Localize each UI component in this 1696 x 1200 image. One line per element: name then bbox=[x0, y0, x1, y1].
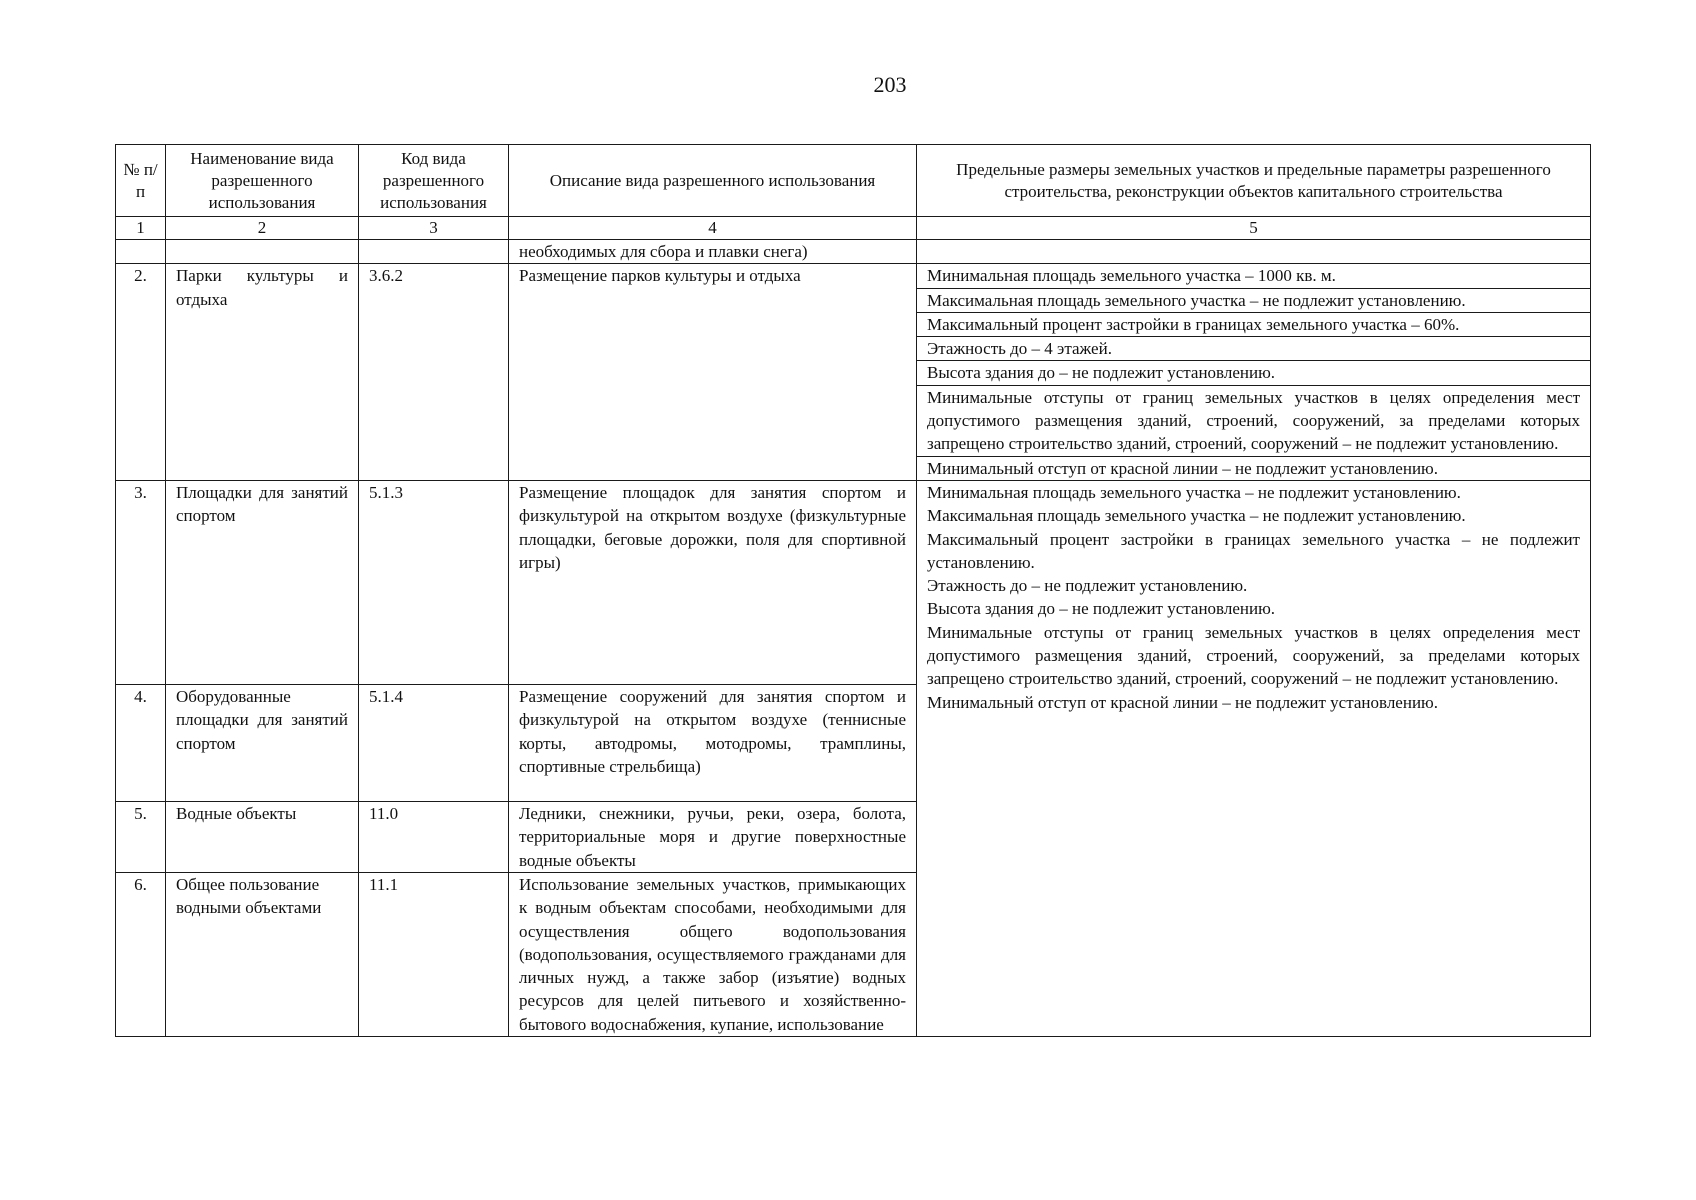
continuation-text: необходимых для сбора и плавки снега) bbox=[509, 240, 917, 264]
row-number: 4. bbox=[116, 684, 166, 801]
land-use-table bbox=[115, 144, 1591, 1037]
use-name: Парки культуры и отдыха bbox=[166, 264, 359, 481]
param-line: Высота здания до – не подлежит установлению. bbox=[927, 599, 1276, 619]
table-cell bbox=[116, 240, 166, 264]
use-description: Размещение площадок для занятия спортом и физкультурой на открытом воздухе (физкультурные площадки, беговые дорожки, поля для спортивной игры) bbox=[509, 480, 917, 684]
page-number: 203 bbox=[873, 72, 907, 97]
param-line: Минимальная площадь земельного участка – не подлежит установлению. bbox=[927, 482, 1461, 502]
param-line: Максимальная площадь земельного участка – не подлежит установлению. bbox=[927, 506, 1466, 526]
use-description: Размещение парков культуры и отдыха bbox=[509, 264, 917, 481]
row-number: 6. bbox=[116, 872, 166, 1036]
row-number: 5. bbox=[116, 801, 166, 872]
table-cell bbox=[359, 240, 509, 264]
use-code: 11.1 bbox=[359, 872, 509, 1036]
param-line: Минимальные отступы от границ земельных участков в целях определения мест допустимого размещения зданий, строений, сооружений, за пределами которых запрещено строительство зданий, строений, сооружений – не подлежит установлению. bbox=[917, 386, 1590, 457]
use-name: Водные объекты bbox=[166, 801, 359, 872]
param-line: Максимальная площадь земельного участка – не подлежит установлению. bbox=[917, 289, 1590, 313]
use-description: Использование земельных участков, примыкающих к водным объектам способами, необходимыми для осуществления общего водопользования (водопользования, осуществляемого гражданами для личных нужд, а также забор (изъятие) водных ресурсов для целей питьевого и хозяйственно-бытового водоснабжения, купание, использование bbox=[509, 872, 917, 1036]
header-code: Код вида разрешенного использования bbox=[359, 145, 509, 217]
column-number: 3 bbox=[359, 217, 509, 240]
param-line: Этажность до – не подлежит установлению. bbox=[927, 576, 1248, 596]
param-line: Высота здания до – не подлежит установлению. bbox=[917, 361, 1590, 385]
use-code: 5.1.3 bbox=[359, 480, 509, 684]
header-params: Предельные размеры земельных участков и предельные параметры разрешенного строительства, реконструкции объектов капитального строительства bbox=[917, 145, 1591, 217]
use-code: 3.6.2 bbox=[359, 264, 509, 481]
column-number: 4 bbox=[509, 217, 917, 240]
row-number: 3. bbox=[116, 480, 166, 684]
column-number: 5 bbox=[917, 217, 1591, 240]
use-name: Площадки для занятий спортом bbox=[166, 480, 359, 684]
param-line: Минимальные отступы от границ земельных участков в целях определения мест допустимого размещения зданий, строений, сооружений, за пределами которых запрещено строительство зданий, строений, сооружений – не подлежит установлению. bbox=[927, 622, 1580, 689]
header-number: № п/п bbox=[116, 145, 166, 217]
param-line: Максимальный процент застройки в границах земельного участка – не подлежит установлению. bbox=[927, 529, 1580, 572]
shared-params-cell bbox=[917, 480, 1591, 1036]
column-number-row bbox=[116, 217, 1591, 240]
column-number: 1 bbox=[116, 217, 166, 240]
header-name: Наименование вида разрешенного использования bbox=[166, 145, 359, 217]
param-line: Этажность до – 4 этажей. bbox=[917, 337, 1590, 361]
use-description: Ледники, снежники, ручьи, реки, озера, болота, территориальные моря и другие поверхностные водные объекты bbox=[509, 801, 917, 872]
use-code: 11.0 bbox=[359, 801, 509, 872]
header-description: Описание вида разрешенного использования bbox=[509, 145, 917, 217]
use-name: Оборудованные площадки для занятий спортом bbox=[166, 684, 359, 801]
param-line: Минимальный отступ от красной линии – не подлежит установлению. bbox=[927, 458, 1438, 478]
continuation-row bbox=[116, 240, 1591, 264]
column-number: 2 bbox=[166, 217, 359, 240]
row-number: 2. bbox=[116, 264, 166, 481]
param-line: Минимальный отступ от красной линии – не подлежит установлению. bbox=[927, 692, 1438, 712]
table-cell bbox=[166, 240, 359, 264]
params-cell bbox=[917, 264, 1591, 481]
param-line: Минимальная площадь земельного участка – 1000 кв. м. bbox=[917, 264, 1590, 288]
use-description: Размещение сооружений для занятия спортом и физкультурой на открытом воздухе (теннисные корты, автодромы, мотодромы, трамплины, спортивные стрельбища) bbox=[509, 684, 917, 801]
table-row bbox=[116, 264, 1591, 481]
table-row bbox=[116, 480, 1591, 684]
table-cell bbox=[917, 240, 1591, 264]
param-line: Максимальный процент застройки в границах земельного участка – 60%. bbox=[917, 313, 1590, 337]
use-code: 5.1.4 bbox=[359, 684, 509, 801]
use-name: Общее пользование водными объектами bbox=[166, 872, 359, 1036]
